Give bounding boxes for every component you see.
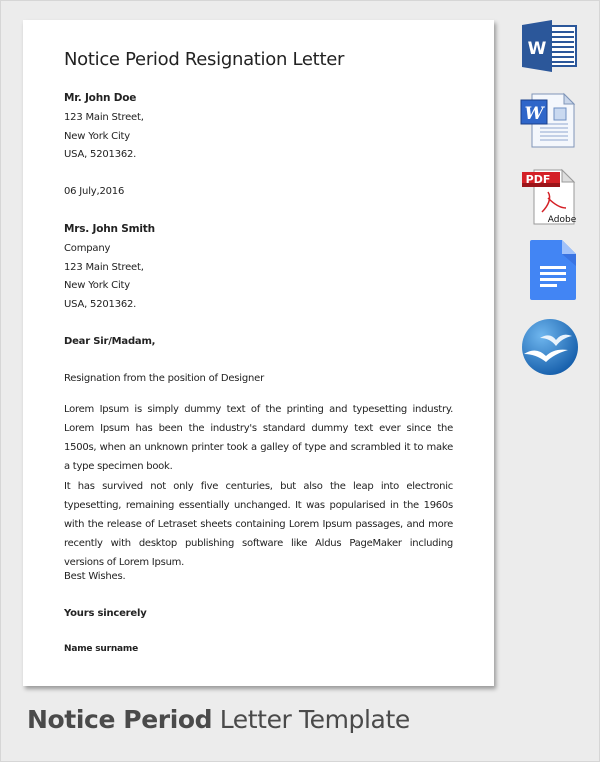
letter-date: 06 July,2016	[64, 186, 125, 197]
openoffice-icon[interactable]	[518, 316, 584, 386]
recipient-address-line: USA, 5201362.	[64, 299, 137, 310]
word-doc-icon[interactable]	[518, 92, 584, 162]
template-title-bold: Notice Period	[27, 705, 213, 734]
sender-address-line: New York City	[64, 131, 130, 142]
signature-name: Name surname	[64, 644, 138, 654]
letter-title: Notice Period Resignation Letter	[64, 49, 345, 70]
word-docx-icon[interactable]	[518, 20, 584, 90]
recipient-address-line: Company	[64, 243, 111, 254]
sender-address-line: 123 Main Street,	[64, 112, 144, 123]
svg-text:PDF: PDF	[525, 173, 551, 186]
template-title	[27, 705, 410, 734]
signoff: Yours sincerely	[64, 608, 147, 619]
template-title-light: Letter Template	[219, 705, 410, 734]
body-paragraph: Lorem Ipsum is simply dummy text of the printing and typesetting industry. Lorem Ipsum has been the industry's standard dummy text ever since the 1500s, when an unknown printer took a galley of type and scrambled it to make a type specimen book.	[64, 404, 453, 472]
svg-text:W: W	[527, 39, 547, 59]
google-docs-icon[interactable]	[518, 236, 584, 306]
svg-text:Adobe: Adobe	[547, 215, 577, 225]
recipient-address-line: New York City	[64, 280, 130, 291]
svg-text:W: W	[524, 104, 544, 124]
pdf-icon[interactable]	[518, 168, 584, 238]
salutation: Dear Sir/Madam,	[64, 336, 156, 347]
recipient-name: Mrs. John Smith	[64, 223, 155, 235]
sender-address-line: USA, 5201362.	[64, 149, 137, 160]
body-paragraph: It has survived not only five centuries, but also the leap into electronic typesetting, remaining essentially unchanged. It was popularised in the 1960s with the release of Letraset sheets containing Lorem Ipsum passages, and more recently with desktop publishing software like Aldus PageMaker including versions of Lorem Ipsum.	[64, 481, 453, 568]
recipient-address-line: 123 Main Street,	[64, 262, 144, 273]
letter-page	[23, 20, 494, 686]
subject-line: Resignation from the position of Designer	[64, 373, 265, 384]
closing: Best Wishes.	[64, 571, 126, 582]
sender-name: Mr. John Doe	[64, 92, 137, 104]
